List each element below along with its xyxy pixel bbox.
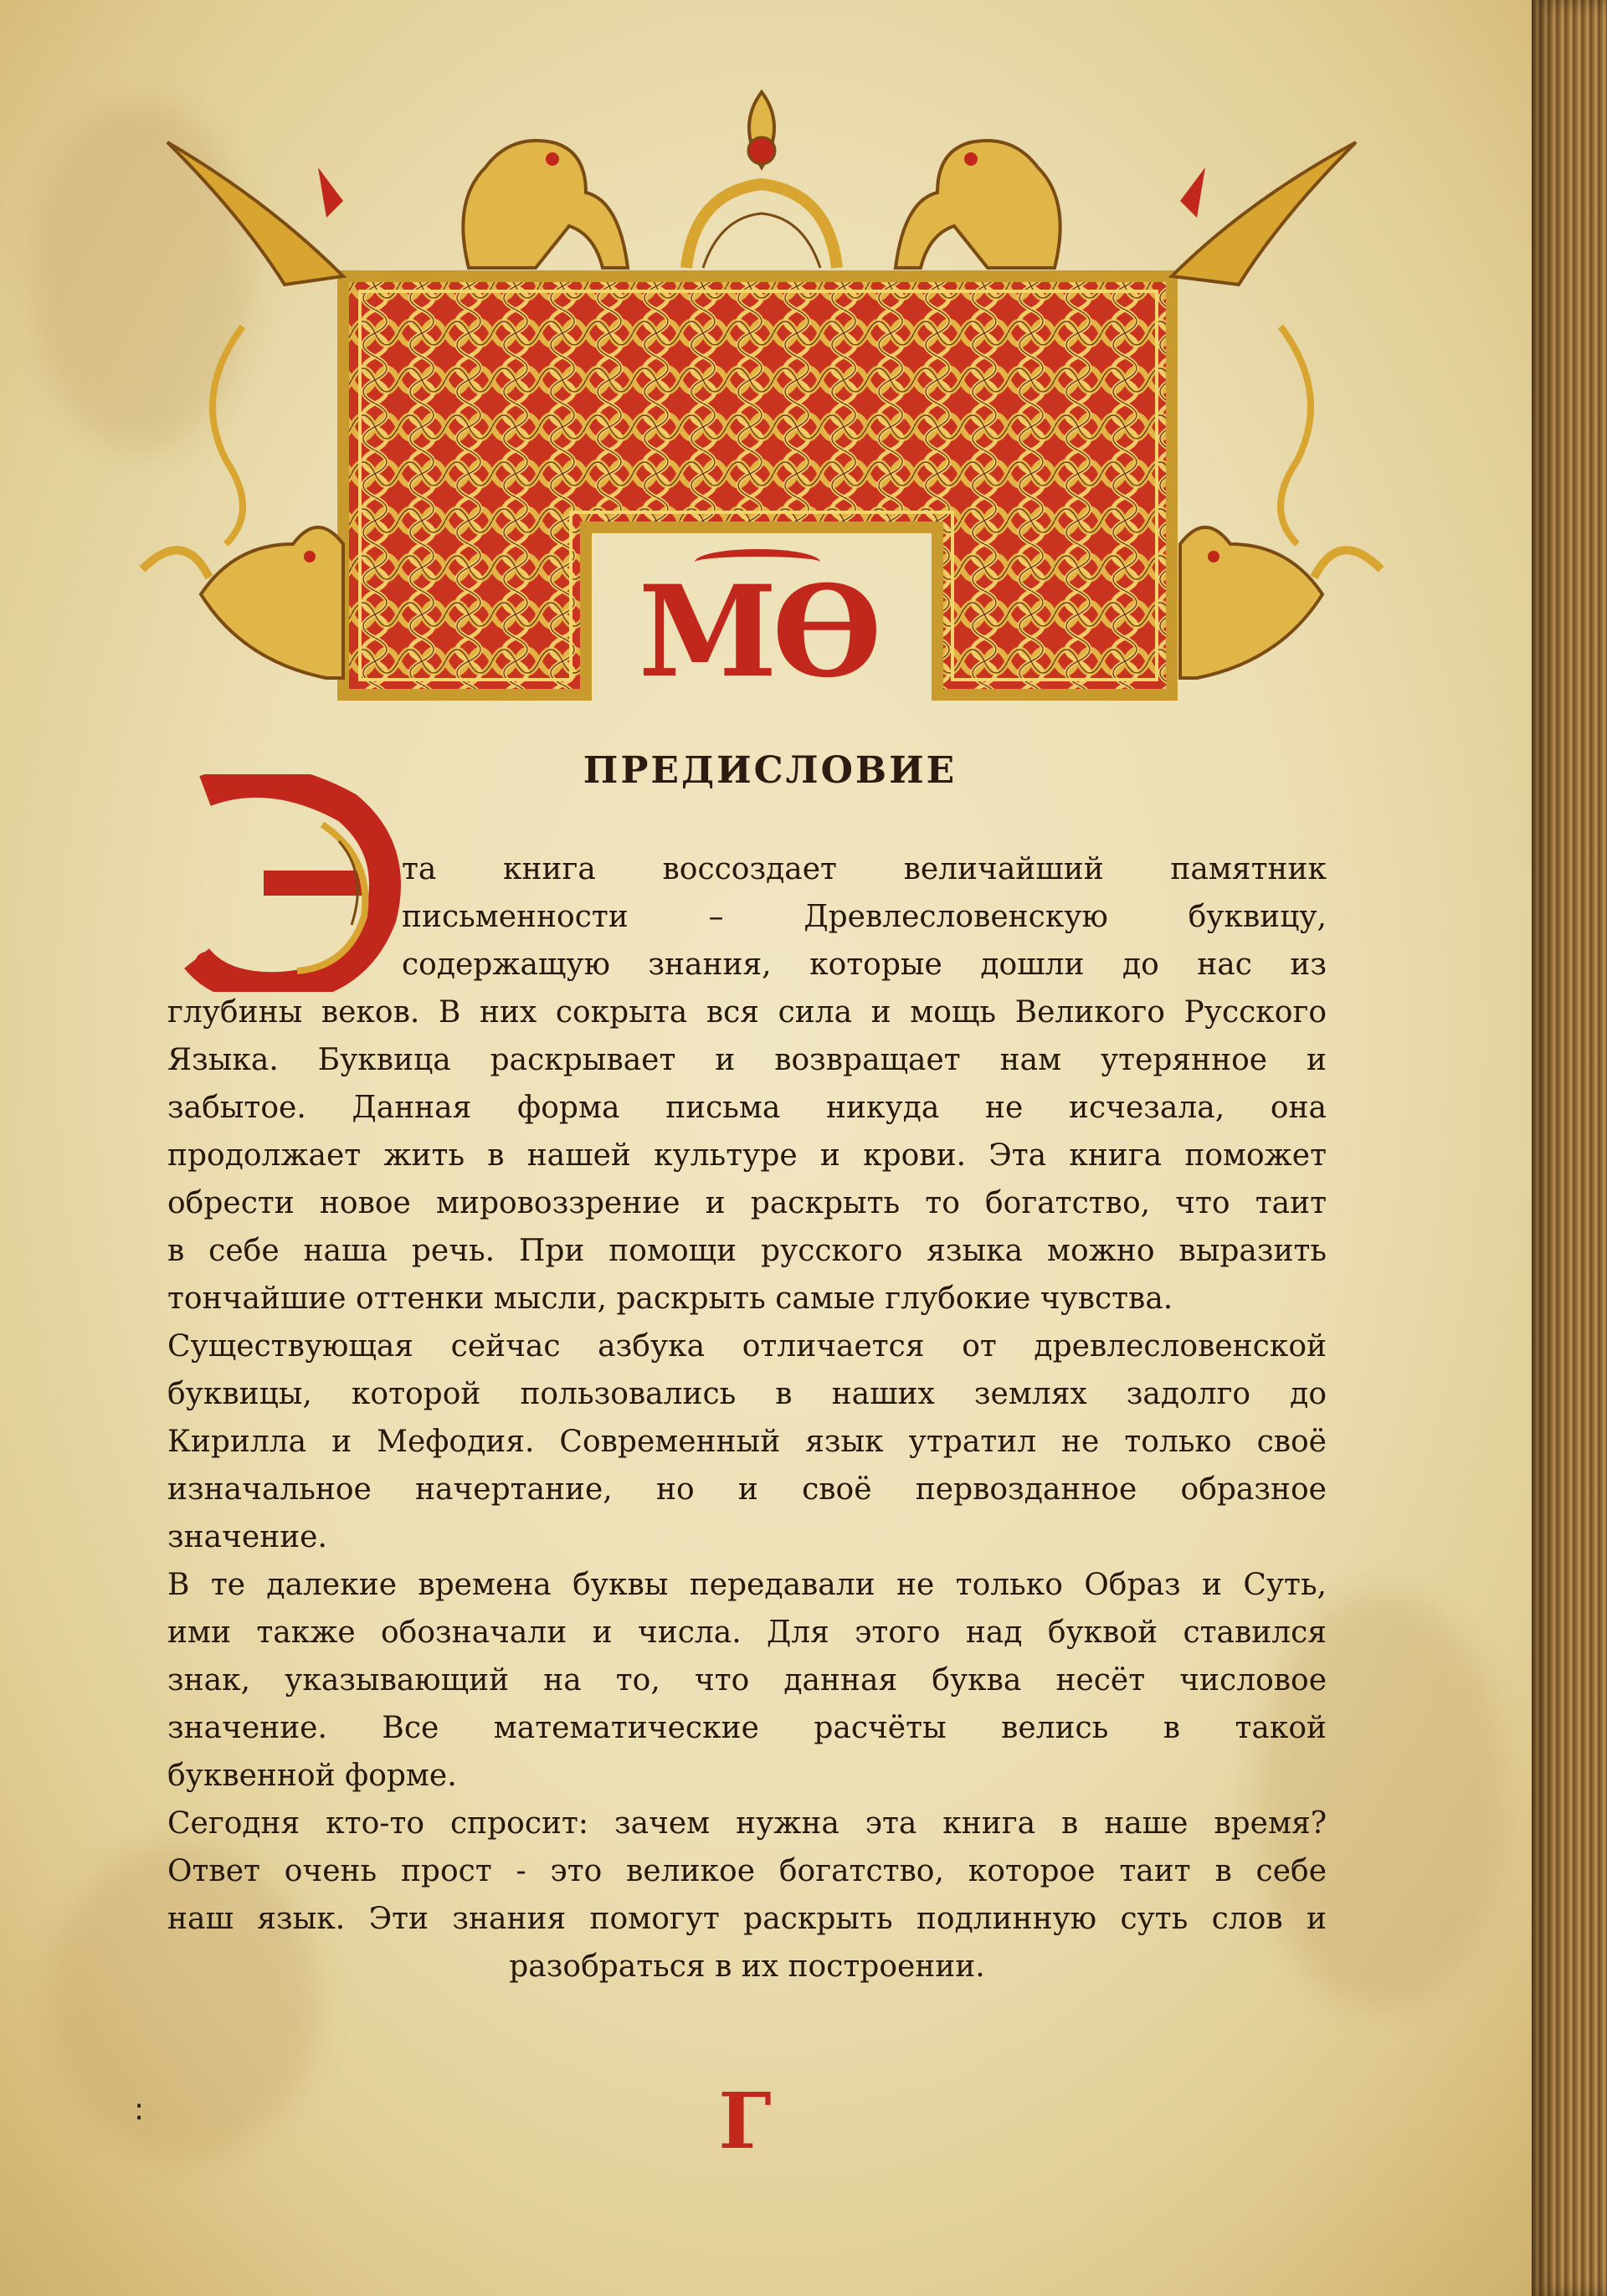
preface-text (167, 845, 1327, 1990)
text-line: тончайшие оттенки мысли, раскрыть самые глубокие чувства. (167, 1282, 1173, 1316)
text-line: Существующая сейчас азбука отличается от древлесловенской (167, 1329, 1327, 1364)
text-line: разобраться в их построении. (509, 1949, 985, 1984)
right-finial-icon (1172, 142, 1356, 285)
text-line: Ответ очень прост - это великое богатство, которое таит в себе (167, 1854, 1327, 1888)
text-line: Языка. Буквица раскрывает и возвращает нам утерянное и (167, 1043, 1327, 1077)
text-line: продолжает жить в нашей культуре и крови. Эта книга поможет (167, 1138, 1327, 1173)
text-line: наш язык. Эти знания помогут раскрыть подлинную суть слов и (167, 1902, 1327, 1936)
text-line: Сегодня кто-то спросит: зачем нужна эта книга в наше время? (167, 1806, 1327, 1841)
text-line: обрести новое мировоззрение и раскрыть то богатство, что таит (167, 1186, 1327, 1220)
text-line: знак, указывающий на то, что данная буква несёт числовое (167, 1663, 1327, 1698)
text-line: в себе наша речь. При помощи русского языка можно выразить (167, 1234, 1327, 1268)
text-line: письменности – Древлесловенскую буквицу, (402, 900, 1327, 934)
text-line: В те далекие времена буквы передавали не только Образ и Суть, (167, 1568, 1327, 1602)
text-line: буквенной форме. (167, 1759, 457, 1793)
lion-right-icon (896, 141, 1060, 268)
text-line: значение. (167, 1520, 327, 1554)
bird-right-icon (1180, 326, 1381, 678)
text-line: Кирилла и Мефодия. Современный язык утратил не только своё (167, 1425, 1327, 1459)
book-page-edges (1532, 0, 1607, 2296)
page-number: Г (718, 2076, 772, 2166)
text-line: изначальное начертание, но и своё первозданное образное (167, 1472, 1327, 1507)
bird-left-icon (142, 326, 343, 678)
central-crest-icon (686, 92, 837, 268)
margin-mark: : (134, 2093, 145, 2127)
text-line: значение. Все математические расчёты велись в такой (167, 1711, 1327, 1745)
titlo-mark (695, 549, 820, 575)
left-finial-icon (167, 142, 343, 285)
text-line: забытое. Данная форма письма никуда не исчезала, она (167, 1091, 1327, 1125)
headpiece-letters-text: МѲ (638, 558, 877, 706)
text-line: глубины веков. В них сокрыта вся сила и мощь Великого Русского (167, 995, 1327, 1030)
headpiece-title-letters (638, 558, 877, 706)
text-line: буквицы, которой пользовались в наших землях задолго до (167, 1377, 1327, 1411)
text-line: та книга воссоздает величайший памятник (402, 852, 1327, 886)
lion-left-icon (463, 141, 628, 268)
text-line: ими также обозначали и числа. Для этого над буквой ставился (167, 1615, 1327, 1650)
text-line: содержащую знания, которые дошли до нас из (402, 948, 1327, 982)
page-title: ПРЕДИСЛОВИЕ (583, 749, 958, 792)
